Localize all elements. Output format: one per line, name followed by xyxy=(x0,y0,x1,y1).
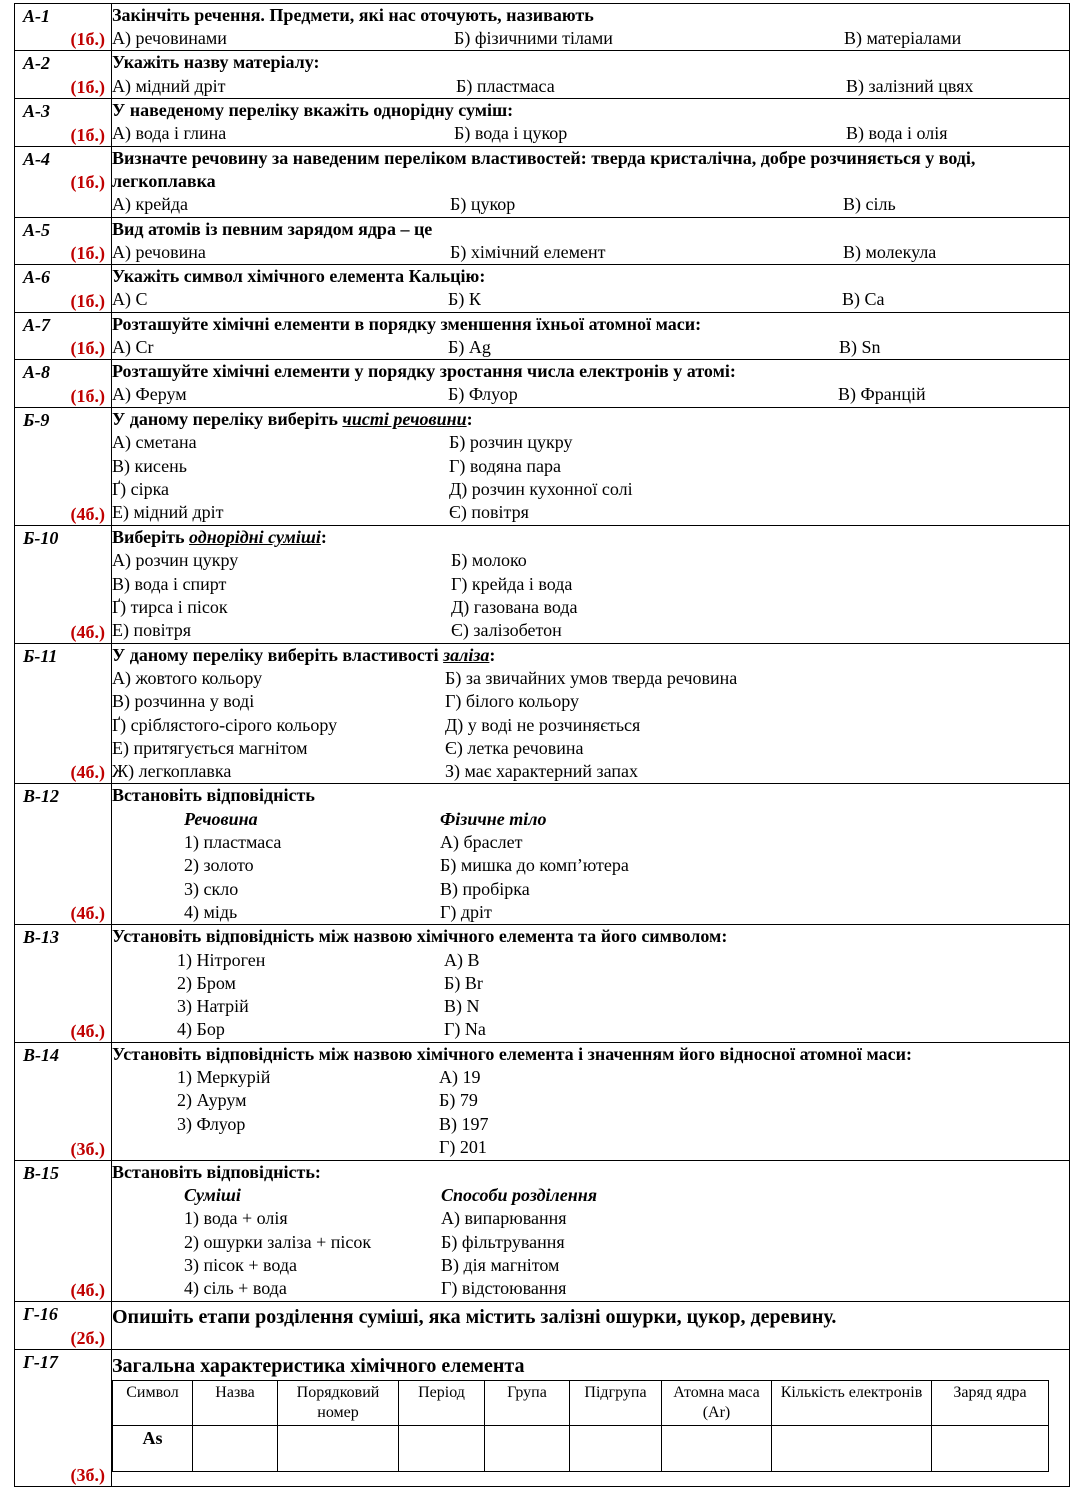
question-row xyxy=(15,1042,1070,1160)
match-item[interactable]: В) пробірка xyxy=(440,878,530,899)
test-table xyxy=(14,3,1070,1487)
answer-option[interactable]: Г) крейда і вода xyxy=(451,573,573,594)
answer-option[interactable]: В) вода і олія xyxy=(846,122,948,143)
question-id: А-1 xyxy=(23,6,50,26)
column-heading: Речовина xyxy=(184,808,258,829)
column-header: Порядковий номер xyxy=(278,1380,399,1425)
match-item[interactable]: 2) Бром xyxy=(177,972,236,993)
answer-cell[interactable] xyxy=(278,1425,399,1471)
answer-option[interactable]: А) розчин цукру xyxy=(112,550,239,571)
question-row xyxy=(15,312,1070,359)
answer-option[interactable]: Б) молоко xyxy=(451,550,527,571)
match-item[interactable]: 2) Аурум xyxy=(177,1090,247,1111)
question-id: Б-11 xyxy=(23,645,58,666)
answer-option[interactable]: А) крейда xyxy=(112,194,189,215)
match-item[interactable]: 4) Бор xyxy=(177,1019,225,1040)
question-id: Г-17 xyxy=(23,1351,58,1372)
answer-option[interactable]: В) Францій xyxy=(838,384,926,405)
answer-option[interactable]: Д) у воді не розчиняється xyxy=(445,714,641,735)
answer-option[interactable]: Ж) легкоплавка xyxy=(112,761,232,782)
column-header: Символ xyxy=(113,1380,193,1425)
question-text: Опишіть етапи розділення суміші, яка містить залізні ошурки, цукор, деревину. xyxy=(112,1305,837,1328)
match-item[interactable]: 1) вода + олія xyxy=(184,1208,288,1229)
question-id: А-4 xyxy=(23,148,50,169)
answer-option[interactable]: Г) водяна пара xyxy=(449,455,561,476)
question-text: Визначте речовину за наведеним переліком властивостей: тверда кристалічна, добре розчиняється у воді, легкоплавка xyxy=(112,147,976,191)
answer-option[interactable]: А) сметана xyxy=(112,432,197,453)
question-id: Г-16 xyxy=(23,1303,58,1324)
answer-option[interactable]: А) речовинами xyxy=(112,28,227,49)
question-points: (4б.) xyxy=(70,762,105,783)
question-text: Встановіть відповідність: xyxy=(112,1161,321,1182)
answer-option[interactable]: В) кисень xyxy=(112,455,187,476)
question-id: В-14 xyxy=(23,1044,59,1065)
match-item[interactable]: 3) пісок + вода xyxy=(184,1254,298,1275)
match-item[interactable]: 1) Меркурій xyxy=(177,1067,271,1088)
question-text: Встановіть відповідність xyxy=(112,785,315,806)
question-text: Розташуйте хімічні елементи у порядку зростання числа електронів у атомі: xyxy=(112,361,736,382)
question-row xyxy=(15,4,1070,51)
question-text: Загальна характеристика хімічного елемента xyxy=(112,1354,525,1377)
match-item[interactable]: Б) Br xyxy=(444,972,483,993)
match-item[interactable]: Б) фільтрування xyxy=(441,1231,565,1252)
answer-option[interactable]: Е) притягується магнітом xyxy=(112,737,308,758)
answer-option[interactable]: Е) мідний дріт xyxy=(112,502,224,523)
match-item[interactable]: 3) скло xyxy=(184,878,239,899)
answer-option[interactable]: Ґ) сріблястого-сірого кольору xyxy=(112,714,338,735)
question-text: У даному переліку виберіть властивості заліза: xyxy=(112,644,496,665)
answer-option[interactable]: В) молекула xyxy=(843,241,937,262)
question-id: А-7 xyxy=(23,314,50,335)
answer-option[interactable]: Б) хімічний елемент xyxy=(450,241,606,262)
column-header: Заряд ядра xyxy=(932,1380,1049,1425)
answer-cell[interactable] xyxy=(772,1425,932,1471)
question-id: А-3 xyxy=(23,100,50,121)
column-heading: Суміші xyxy=(184,1185,241,1206)
answer-option[interactable]: А) мідний дріт xyxy=(112,75,226,96)
answer-option[interactable]: Б) вода і цукор xyxy=(454,122,568,143)
question-text: Установіть відповідність між назвою хімічного елемента і значенням його відносної атомної маси: xyxy=(112,1043,913,1064)
answer-option[interactable]: А) Cr xyxy=(112,337,154,358)
column-heading: Способи розділення xyxy=(441,1185,598,1206)
question-id: А-8 xyxy=(23,362,50,383)
answer-option[interactable]: Є) летка речовина xyxy=(445,737,584,758)
question-text: Установіть відповідність між назвою хімічного елемента та його символом: xyxy=(112,926,728,947)
question-text: У даному переліку виберіть чисті речовини: xyxy=(112,409,473,430)
answer-option[interactable]: А) С xyxy=(112,289,148,310)
answer-option[interactable]: Ґ) сірка xyxy=(112,479,170,500)
answer-option[interactable]: Б) Флуор xyxy=(448,384,518,405)
column-heading: Фізичне тіло xyxy=(440,808,547,829)
answer-option[interactable]: А) речовина xyxy=(112,241,206,262)
answer-cell[interactable] xyxy=(485,1425,570,1471)
match-item[interactable]: Г) Na xyxy=(444,1019,486,1040)
question-points: (4б.) xyxy=(70,621,105,642)
question-row xyxy=(15,98,1070,146)
match-item[interactable]: 2) ошурки заліза + пісок xyxy=(184,1231,372,1252)
match-item[interactable]: Г) 201 xyxy=(439,1136,487,1157)
element-characteristics-table xyxy=(112,1380,1049,1472)
answer-option[interactable]: З) має характерний запах xyxy=(445,761,638,782)
emphasis: чисті речовини xyxy=(342,409,467,430)
match-item[interactable]: 4) сіль + вода xyxy=(184,1278,287,1299)
question-text: Вид атомів із певним зарядом ядра – це xyxy=(112,218,433,239)
column-header: Період xyxy=(399,1380,485,1425)
question-text: Виберіть однорідні суміші: xyxy=(112,527,327,548)
question-points: (4б.) xyxy=(70,1020,105,1041)
answer-option[interactable]: Б) пластмаса xyxy=(456,75,555,96)
question-id: Б-9 xyxy=(23,410,50,431)
question-row xyxy=(15,217,1070,264)
question-id: А-6 xyxy=(23,266,50,287)
answer-option[interactable]: Д) розчин кухонної солі xyxy=(449,479,633,500)
answer-cell[interactable] xyxy=(570,1425,662,1471)
column-header: Атомна маса (Ar) xyxy=(662,1380,772,1425)
question-points: (3б.) xyxy=(70,1465,105,1485)
match-item[interactable]: А) В xyxy=(444,949,480,970)
answer-option[interactable]: Ґ) тирса і пісок xyxy=(112,597,228,618)
match-item[interactable]: В) N xyxy=(444,996,480,1017)
answer-option[interactable]: Б) Ag xyxy=(448,337,491,358)
match-item[interactable]: Б) 79 xyxy=(439,1090,478,1111)
question-row xyxy=(15,360,1070,408)
question-points: (1б.) xyxy=(70,338,105,359)
answer-option[interactable]: В) залізний цвях xyxy=(846,75,974,96)
column-header: Кількість електронів xyxy=(772,1380,932,1425)
question-row xyxy=(15,784,1070,925)
question-text: У наведеному переліку вкажіть однорідну суміш: xyxy=(112,99,514,120)
match-item[interactable]: 1) Нітроген xyxy=(177,949,266,970)
answer-option[interactable]: Б) цукор xyxy=(450,194,516,215)
question-points: (1б.) xyxy=(70,124,105,145)
match-item[interactable]: 2) золото xyxy=(184,855,254,876)
question-row xyxy=(15,146,1070,217)
answer-option[interactable]: Е) повітря xyxy=(112,620,191,641)
emphasis: заліза xyxy=(443,644,490,665)
match-item[interactable]: 3) Флуор xyxy=(177,1113,246,1134)
answer-option[interactable]: Б) К xyxy=(448,289,481,310)
column-header: Група xyxy=(485,1380,570,1425)
question-row xyxy=(15,1160,1070,1301)
emphasis: однорідні суміші xyxy=(189,527,321,548)
question-points: (4б.) xyxy=(70,903,105,924)
question-points: (1б.) xyxy=(70,242,105,263)
question-points: (1б.) xyxy=(70,76,105,97)
answer-option[interactable]: В) сіль xyxy=(843,194,896,215)
column-header: Назва xyxy=(193,1380,278,1425)
question-id: Б-10 xyxy=(23,528,59,549)
match-item[interactable]: 4) мідь xyxy=(184,901,238,922)
question-row xyxy=(15,643,1070,784)
answer-option[interactable]: Г) білого кольору xyxy=(445,691,580,712)
answer-option[interactable]: Д) газована вода xyxy=(451,597,578,618)
question-points: (2б.) xyxy=(70,1327,105,1348)
answer-cell[interactable] xyxy=(662,1425,772,1471)
answer-cell[interactable] xyxy=(932,1425,1049,1471)
answer-option[interactable]: В) Sn xyxy=(839,337,881,358)
match-item[interactable]: Б) мишка до комп’ютера xyxy=(440,855,629,876)
question-id: В-13 xyxy=(23,927,59,948)
answer-option[interactable]: В) Са xyxy=(842,289,885,310)
answer-option[interactable]: Є) залізобетон xyxy=(451,620,562,641)
question-id: В-12 xyxy=(23,786,59,807)
question-points: (1б.) xyxy=(70,290,105,311)
answer-option[interactable]: В) вода і спирт xyxy=(112,573,227,594)
answer-option[interactable]: Є) повітря xyxy=(449,502,529,523)
question-text: Закінчіть речення. Предмети, які нас оточують, називають xyxy=(112,5,594,25)
question-points: (3б.) xyxy=(70,1138,105,1159)
match-item[interactable]: В) дія магнітом xyxy=(441,1254,560,1275)
question-row xyxy=(15,408,1070,526)
question-id: А-5 xyxy=(23,219,50,240)
answer-cell[interactable] xyxy=(399,1425,485,1471)
answer-option[interactable]: В) матеріалами xyxy=(844,28,962,49)
answer-option[interactable]: А) Ферум xyxy=(112,384,187,405)
match-item[interactable]: 3) Натрій xyxy=(177,996,249,1017)
question-id: В-15 xyxy=(23,1162,59,1183)
match-item[interactable]: Г) відстоювання xyxy=(441,1278,567,1299)
match-item[interactable]: А) браслет xyxy=(440,832,523,853)
question-text: Розташуйте хімічні елементи в порядку зменшення їхньої атомної маси: xyxy=(112,313,702,334)
question-row xyxy=(15,1349,1070,1487)
match-item[interactable]: А) випарювання xyxy=(441,1208,567,1229)
match-item[interactable]: А) 19 xyxy=(439,1067,481,1088)
question-text: Укажіть назву матеріалу: xyxy=(112,52,320,73)
question-points: (4б.) xyxy=(70,1279,105,1300)
question-row xyxy=(15,264,1070,312)
answer-option[interactable]: А) жовтого кольору xyxy=(112,667,263,688)
question-points: (1б.) xyxy=(70,29,105,50)
question-row xyxy=(15,51,1070,98)
element-symbol-cell: As xyxy=(113,1425,193,1471)
column-header: Підгрупа xyxy=(570,1380,662,1425)
answer-option[interactable]: Б) за звичайних умов тверда речовина xyxy=(445,667,738,688)
answer-option[interactable]: А) вода і глина xyxy=(112,122,227,143)
answer-option[interactable]: Б) фізичними тілами xyxy=(454,28,613,49)
answer-option[interactable]: В) розчинна у воді xyxy=(112,691,255,712)
question-row xyxy=(15,526,1070,643)
match-item[interactable]: 1) пластмаса xyxy=(184,832,282,853)
match-item[interactable]: Г) дріт xyxy=(440,901,492,922)
match-item[interactable]: В) 197 xyxy=(439,1113,489,1134)
question-points: (1б.) xyxy=(70,386,105,407)
answer-option[interactable]: Б) розчин цукру xyxy=(449,432,573,453)
question-text: Укажіть символ хімічного елемента Кальцію: xyxy=(112,265,486,286)
question-id: А-2 xyxy=(23,53,50,74)
question-row xyxy=(15,925,1070,1042)
question-points: (4б.) xyxy=(70,504,105,525)
question-points: (1б.) xyxy=(70,171,105,192)
answer-cell[interactable] xyxy=(193,1425,278,1471)
question-row xyxy=(15,1301,1070,1349)
